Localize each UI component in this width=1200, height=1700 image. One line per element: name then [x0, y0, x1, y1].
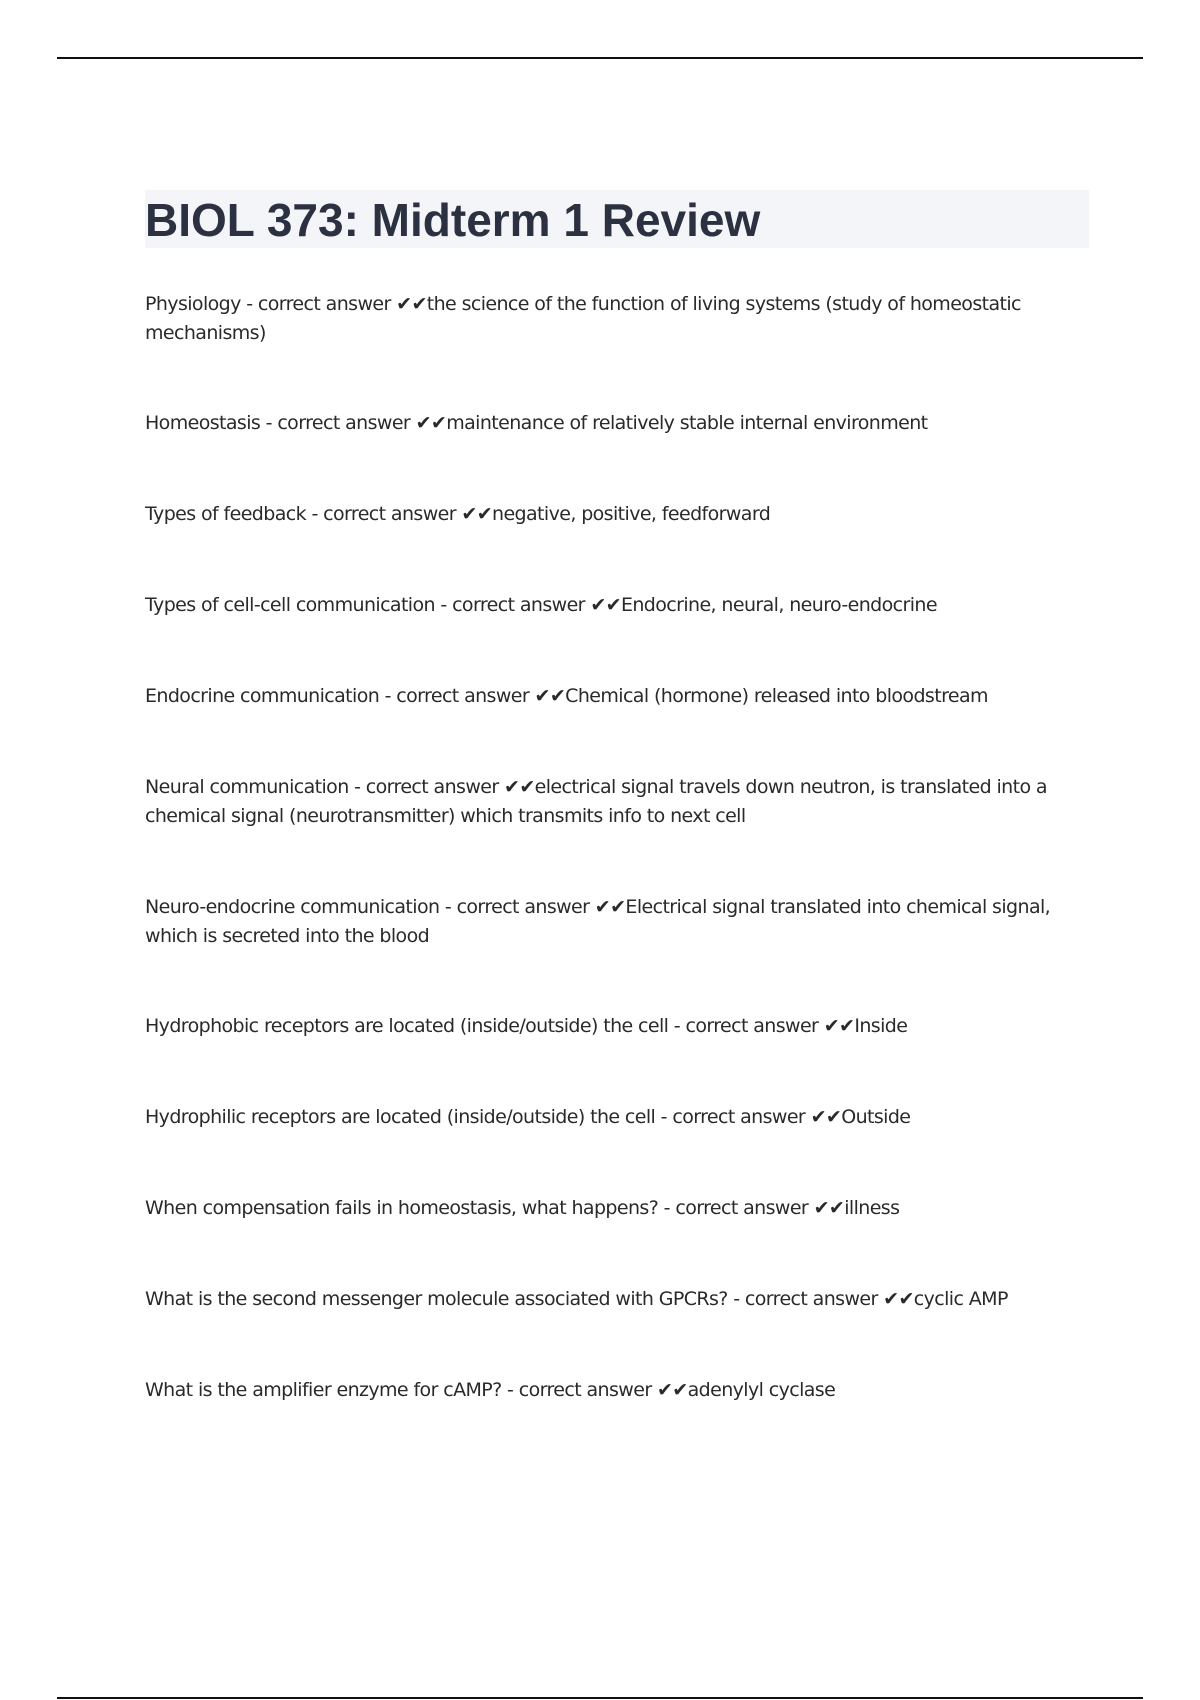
title-banner — [145, 190, 1089, 248]
bottom-rule — [57, 1697, 1143, 1699]
qa-item-compensation-failure: When compensation fails in homeostasis, what happens? - correct answer ✔✔illness — [145, 1197, 900, 1219]
qa-item-feedback-types: Types of feedback - correct answer ✔✔negative, positive, feedforward — [145, 503, 771, 525]
qa-item-neuro-endocrine: Neuro-endocrine communication - correct answer ✔✔Electrical signal translated into chemical signal, which is secreted into the blood — [145, 896, 1051, 947]
qa-item-cell-communication: Types of cell-cell communication - correct answer ✔✔Endocrine, neural, neuro-endocrine — [145, 594, 937, 616]
qa-item-endocrine: Endocrine communication - correct answer ✔✔Chemical (hormone) released into bloodstream — [145, 685, 988, 707]
qa-item-hydrophobic-receptors: Hydrophobic receptors are located (inside/outside) the cell - correct answer ✔✔Inside — [145, 1015, 908, 1037]
qa-item-neural: Neural communication - correct answer ✔✔electrical signal travels down neutron, is translated into a chemical signal (neurotransmitter) which transmits info to next cell — [145, 776, 1047, 827]
document-title: BIOL 373: Midterm 1 Review — [145, 194, 761, 246]
top-rule — [57, 57, 1143, 59]
qa-item-amplifier-enzyme: What is the amplifier enzyme for cAMP? - correct answer ✔✔adenylyl cyclase — [145, 1379, 836, 1401]
qa-item-second-messenger: What is the second messenger molecule associated with GPCRs? - correct answer ✔✔cyclic AMP — [145, 1288, 1008, 1310]
qa-item-homeostasis: Homeostasis - correct answer ✔✔maintenance of relatively stable internal environment — [145, 412, 928, 434]
qa-item-hydrophilic-receptors: Hydrophilic receptors are located (inside/outside) the cell - correct answer ✔✔Outside — [145, 1106, 911, 1128]
qa-item-physiology: Physiology - correct answer ✔✔the science of the function of living systems (study of homeostatic mechanisms) — [145, 293, 1021, 344]
